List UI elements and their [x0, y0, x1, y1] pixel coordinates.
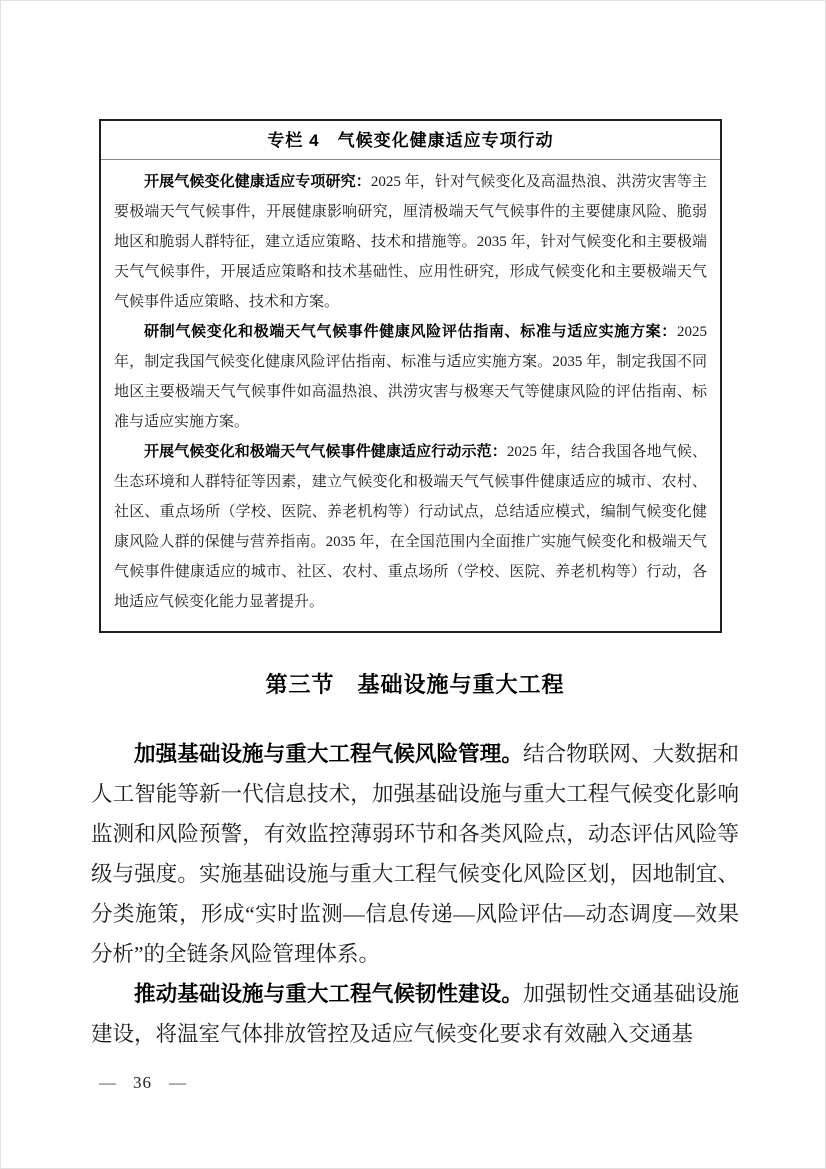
body-paragraph-text: 结合物联网、大数据和人工智能等新一代信息技术，加强基础设施与重大工程气候变化影响监测和风险预警，有效监控薄弱环节和各类风险点，动态评估风险等级与强度。实施基础设施与重大工程气候变化风险区划，因地制宜、分类施策，形成“实时监测—信息传递—风险评估—动态调度—效果分析”的全链条风险管理体系。 — [91, 742, 739, 966]
body-paragraph — [91, 734, 739, 974]
panel-paragraph-lead: 开展气候变化健康适应专项研究： — [144, 173, 371, 190]
panel-paragraph-text: 2025 年，针对气候变化及高温热浪、洪涝灾害等主要极端天气气候事件，开展健康影响研究，厘清极端天气气候事件的主要健康风险、脆弱地区和脆弱人群特征，建立适应策略、技术和措施等。2035 年，针对气候变化和主要极端天气气候事件，开展适应策略和技术基础性、应用性研究，形成气候变化和主要极端天气气候事件适应策略、技术和方案。 — [114, 174, 707, 310]
panel-paragraph — [114, 167, 707, 317]
feature-panel-title: 专栏 4 气候变化健康适应专项行动 — [101, 121, 720, 160]
panel-paragraph-lead: 开展气候变化和极端天气气候事件健康适应行动示范： — [144, 443, 507, 460]
feature-panel — [99, 119, 722, 633]
main-text-column — [91, 669, 739, 1054]
body-paragraph-lead: 推动基础设施与重大工程气候韧性建设。 — [134, 982, 523, 1006]
panel-paragraph — [114, 437, 707, 617]
body-paragraph-text: 加强韧性交通基础设施建设，将温室气体排放管控及适应气候变化要求有效融入交通基 — [91, 982, 739, 1046]
section-heading: 第三节 基础设施与重大工程 — [265, 672, 565, 697]
footer-right-dash: — — [169, 1073, 186, 1092]
page-number: 36 — [133, 1073, 152, 1092]
body-paragraph — [91, 974, 739, 1054]
panel-paragraph-text: 2025 年，制定我国气候变化健康风险评估指南、标准与适应实施方案。2035 年，制定我国不同地区主要极端天气气候事件如高温热浪、洪涝灾害与极寒天气等健康风险的评估指南、标准与适应实施方案。 — [114, 324, 707, 430]
page-footer — [99, 1073, 186, 1093]
panel-paragraph-lead: 研制气候变化和极端天气气候事件健康风险评估指南、标准与适应实施方案： — [144, 323, 677, 340]
body-paragraph-lead: 加强基础设施与重大工程气候风险管理。 — [134, 742, 523, 766]
feature-panel-body — [101, 160, 720, 617]
footer-left-dash: — — [99, 1073, 116, 1092]
panel-paragraph-text: 2025 年，结合我国各地气候、生态环境和人群特征等因素，建立气候变化和极端天气气候事件健康适应的城市、农村、社区、重点场所（学校、医院、养老机构等）行动试点，总结适应模式，编制气候变化健康风险人群的保健与营养指南。2035 年，在全国范围内全面推广实施气候变化和极端天气气候事件健康适应的城市、社区、农村、重点场所（学校、医院、养老机构等）行动，各地适应气候变化能力显著提升。 — [114, 444, 707, 610]
panel-paragraph — [114, 317, 707, 437]
